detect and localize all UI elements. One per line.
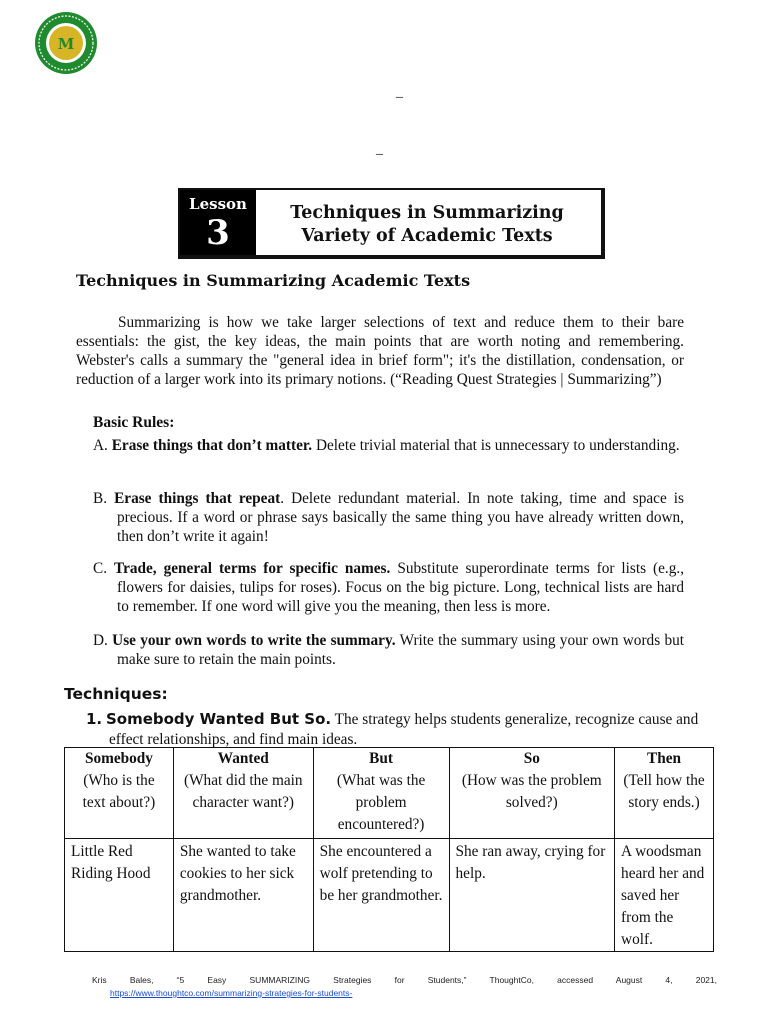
rule-text: Write the summary using your own words but make sure to retain the main points. xyxy=(117,632,684,668)
table-header-cell xyxy=(449,748,615,839)
rule-lead: Erase things that don’t matter. xyxy=(111,437,313,454)
rule-letter: A. xyxy=(93,437,108,454)
school-seal-logo xyxy=(34,11,98,75)
lesson-title-line: Techniques in Summarizing xyxy=(290,203,564,223)
technique-text: The strategy helps students generalize, recognize cause and effect relationships, and find main ideas. xyxy=(109,711,699,748)
table-header-cell xyxy=(173,748,313,839)
rule-lead: Use your own words to write the summary. xyxy=(112,632,396,649)
svg-text:M: M xyxy=(57,35,75,53)
table-header-cell xyxy=(313,748,449,839)
table-cell: Little Red Riding Hood xyxy=(65,839,174,952)
separator-dash: _ xyxy=(376,142,383,157)
table-header-row xyxy=(65,748,714,839)
header-title: Wanted xyxy=(217,750,269,767)
header-title: But xyxy=(369,750,393,767)
table-row xyxy=(65,839,714,952)
header-subtitle: (How was the problem solved?) xyxy=(461,772,602,811)
rule-item xyxy=(93,436,684,455)
rule-letter: C. xyxy=(93,560,108,577)
rule-item xyxy=(93,489,684,546)
lesson-title-line: Variety of Academic Texts xyxy=(301,226,553,246)
rule-text: Delete trivial material that is unnecessary to understanding. xyxy=(315,437,680,454)
header-subtitle: (What was the problem encountered?) xyxy=(336,772,426,833)
techniques-label: Techniques: xyxy=(64,685,168,703)
table-cell: She encountered a wolf pretending to be her grandmother. xyxy=(313,839,449,952)
rule-item xyxy=(93,559,684,616)
table-header-cell xyxy=(615,748,714,839)
rule-lead: Erase things that repeat xyxy=(114,490,281,507)
rule-item xyxy=(93,631,684,669)
table-cell: A woodsman heard her and saved her from the wolf. xyxy=(615,839,714,952)
header-title: Somebody xyxy=(84,750,153,767)
rule-text: . Delete redundant material. In note taking, time and space is precious. If a word or phrase says basically the same thing you have already written down, then don’t write it again! xyxy=(117,490,684,545)
technique-lead: Somebody Wanted But So. xyxy=(105,710,332,728)
table-cell: She wanted to take cookies to her sick grandmother. xyxy=(173,839,313,952)
header-subtitle: (Who is the text about?) xyxy=(82,772,156,811)
rule-text: Substitute superordinate terms for lists (e.g., flowers for daisies, tulips for roses). Focus on the big picture. Long, technical lists are hard to remember. If one word will give you the meaning, then less is more. xyxy=(117,560,685,615)
section-title: Techniques in Summarizing Academic Texts xyxy=(76,271,471,290)
header-title: Then xyxy=(647,750,682,767)
lesson-word: Lesson xyxy=(189,195,247,213)
lesson-title xyxy=(262,202,592,248)
lesson-number: 3 xyxy=(206,213,230,253)
footnote-citation: Kris Bales, “5 Easy SUMMARIZING Strategies for Students,” ThoughtCo, accessed August 4, 2021, xyxy=(92,975,717,985)
header-subtitle: (What did the main character want?) xyxy=(184,772,303,811)
lesson-header-box xyxy=(178,188,605,259)
header-subtitle: (Tell how the story ends.) xyxy=(623,772,705,811)
table-cell: She ran away, crying for help. xyxy=(449,839,615,952)
table-header-cell xyxy=(65,748,174,839)
rule-letter: D. xyxy=(93,632,108,649)
rule-lead: Trade, general terms for specific names. xyxy=(114,560,391,577)
technique-number: 1. xyxy=(86,710,103,728)
separator-dash: _ xyxy=(396,85,403,100)
intro-paragraph: Summarizing is how we take larger selections of text and reduce them to their bare essentials: the gist, the key ideas, the main points that are worth noting and remembering. Webster's calls a summary the "general idea in brief form"; it's the distillation, condensation, or reduction of a larger work into its primary notions. (“Reading Quest Strategies | Summarizing”) xyxy=(76,314,684,388)
somebody-wanted-table xyxy=(64,747,714,952)
lesson-tag xyxy=(180,190,256,255)
technique-item xyxy=(86,709,716,750)
basic-rules-label: Basic Rules: xyxy=(93,414,175,431)
footnote-link[interactable]: https://www.thoughtco.com/summarizing-strategies-for-students- xyxy=(110,988,353,998)
header-title: So xyxy=(523,750,540,767)
rule-letter: B. xyxy=(93,490,108,507)
